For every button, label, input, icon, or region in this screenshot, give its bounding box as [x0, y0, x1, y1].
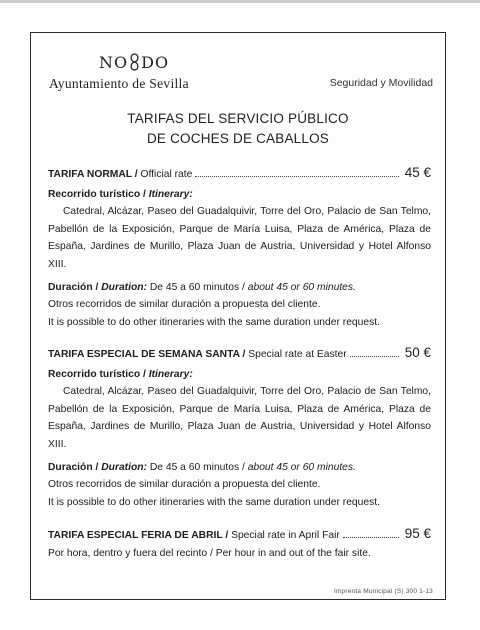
nodo-logo: NO DO — [99, 53, 170, 72]
rate-price: 95 € — [404, 526, 431, 541]
rate-name-en: Special rate in April Fair — [231, 530, 340, 541]
header — [49, 53, 433, 93]
rate-line — [48, 525, 431, 545]
fair-rate-description: Por hora, dentro y fuera del recinto / Per hour in and out of the fair site. — [48, 547, 371, 559]
rate-name: TARIFA ESPECIAL FERIA DE ABRIL / — [48, 530, 232, 541]
page-title — [31, 109, 445, 149]
title-line-1: TARIFAS DEL SERVICIO PÚBLICO — [127, 111, 349, 126]
itinerary-text: Catedral, Alcázar, Paseo del Guadalquivir, Torre del Oro, Palacio de San Telmo, Pabellón de la Exposición, Parque de María Luisa, Plaza de América, Plaza de España, Jardines de Murillo, Plaza Juan de Austria, Universidad y Hotel Alfonso XIII. — [48, 206, 431, 270]
rate-line — [48, 344, 431, 364]
rate-name-en: Special rate at Easter — [248, 349, 347, 360]
top-scan-edge — [0, 0, 480, 3]
dot-leader — [350, 356, 399, 357]
dot-leader — [195, 176, 398, 177]
madeja-icon — [129, 53, 140, 71]
duration-line: Duración / Duration: De 45 a 60 minutos / about 45 or 60 minutes. — [48, 281, 356, 293]
dot-leader — [343, 537, 399, 538]
note-es: Otros recorridos de similar duración a propuesta del cliente. — [48, 479, 321, 491]
itinerary-text: Catedral, Alcázar, Paseo del Guadalquivir, Torre del Oro, Palacio de San Telmo, Pabellón de la Exposición, Parque de María Luisa, Plaza de América, Plaza de España, Jardines de Murillo, Plaza Juan de Austria, Universidad y Hotel Alfonso XIII. — [48, 386, 431, 450]
tariff-section-april-fair — [48, 525, 431, 562]
itinerary-heading: Recorrido turístico / Itinerary: — [48, 368, 193, 380]
rate-name-en: Official rate — [140, 169, 193, 180]
duration-line: Duración / Duration: De 45 a 60 minutos / about 45 or 60 minutes. — [48, 461, 356, 473]
note-es: Otros recorridos de similar duración a propuesta del cliente. — [48, 299, 321, 311]
rate-line — [48, 164, 431, 184]
rate-name: TARIFA NORMAL / — [48, 169, 141, 180]
note-en: It is possible to do other itineraries with the same duration under request. — [48, 496, 380, 508]
printer-imprint: Imprenta Municipal (S) 300 1-13 — [333, 588, 433, 595]
organization-name: Ayuntamiento de Sevilla — [49, 76, 189, 91]
department-name: Seguridad y Movilidad — [329, 77, 433, 89]
tariff-section-normal — [48, 164, 431, 331]
tariff-sheet — [30, 32, 446, 600]
itinerary-heading: Recorrido turístico / Itinerary: — [48, 188, 193, 200]
title-line-2: DE COCHES DE CABALLOS — [146, 131, 329, 146]
note-en: It is possible to do other itineraries with the same duration under request. — [48, 316, 380, 328]
rate-price: 45 € — [404, 165, 431, 180]
tariff-section-easter — [48, 344, 431, 511]
rate-price: 50 € — [404, 345, 431, 360]
rate-name: TARIFA ESPECIAL DE SEMANA SANTA / — [48, 349, 249, 360]
